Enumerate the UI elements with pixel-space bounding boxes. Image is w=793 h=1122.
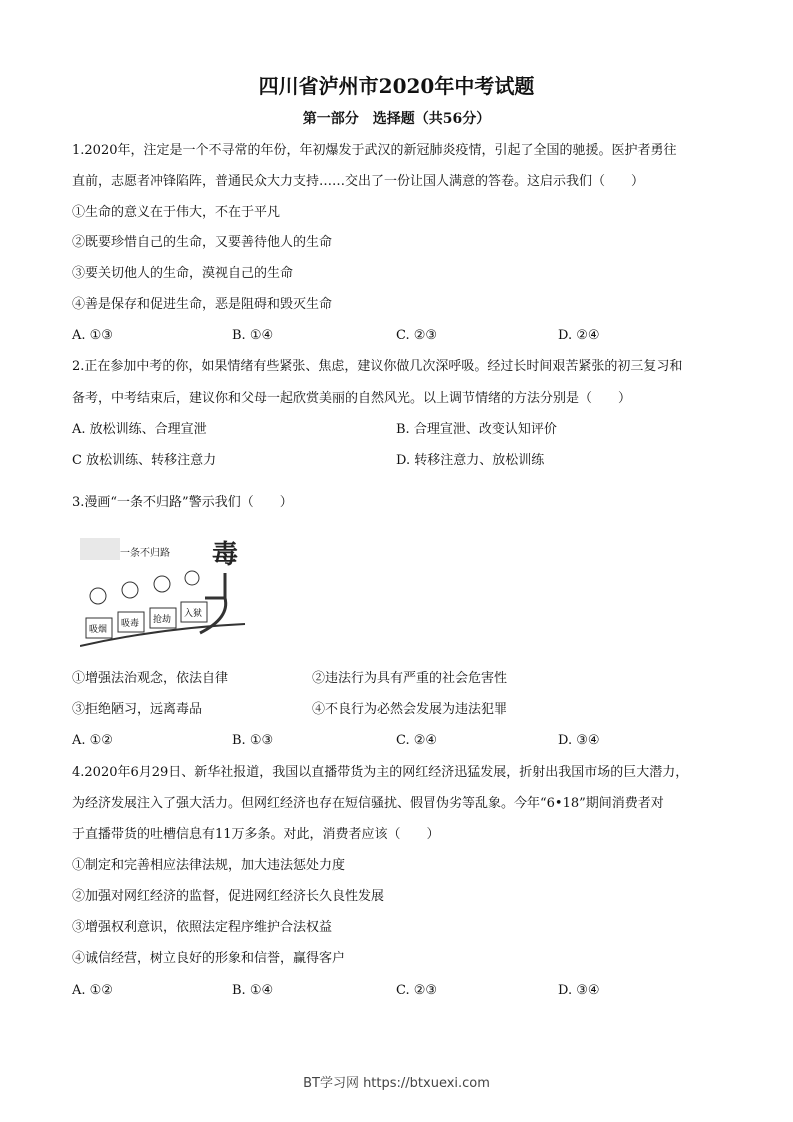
question-stem: 备考，中考结束后，建议你和父母一起欣赏美丽的自然风光。以上调节情绪的方法分别是（ ）: [72, 391, 632, 406]
choice-b: B. 合理宣泄、改变认知评价: [396, 422, 557, 437]
footer-watermark: BT学习网 https://btxuexi.com: [303, 1076, 490, 1091]
cartoon-image: [80, 528, 250, 653]
choice-d: D. ③④: [558, 983, 600, 998]
page-title: 四川省泸州市2020年中考试题: [258, 74, 535, 98]
sign-label: 吸烟: [89, 625, 108, 635]
choice-c: C 放松训练、转移注意力: [72, 453, 217, 468]
statement: ②违法行为具有严重的社会危害性: [312, 671, 508, 686]
statement: ④不良行为必然会发展为违法犯罪: [312, 702, 508, 717]
cartoon-caption: 一条不归路: [120, 548, 170, 559]
sign-label: 吸毒: [121, 619, 140, 629]
statement: ③增强权利意识，依照法定程序维护合法权益: [72, 920, 333, 935]
statement: ①生命的意义在于伟大，不在于平凡: [72, 205, 281, 220]
section-title: 第一部分 选择题（共56分）: [302, 111, 491, 127]
statement: ④善是保存和促进生命，恶是阻碍和毁灭生命: [72, 297, 333, 312]
choice-c: C. ②③: [396, 328, 438, 343]
choice-b: B. ①③: [232, 733, 274, 748]
sign-label: 入狱: [184, 609, 203, 619]
choice-a: A. ①②: [72, 983, 113, 998]
figure: [122, 582, 138, 598]
statement: ③要关切他人的生命，漠视自己的生命: [72, 266, 294, 281]
choice-d: D. ②④: [558, 328, 600, 343]
choice-b: B. ①④: [232, 328, 274, 343]
question-stem: 直前，志愿者冲锋陷阵，普通民众大力支持……交出了一份让国人满意的答卷。这启示我们（ ）: [72, 174, 645, 189]
choice-c: C. ②④: [396, 733, 438, 748]
figure: [154, 576, 170, 592]
choice-d: D. 转移注意力、放松训练: [396, 453, 545, 468]
statement: ②既要珍惜自己的生命，又要善待他人的生命: [72, 235, 333, 250]
question-stem: 2.正在参加中考的你，如果情绪有些紧张、焦虑，建议你做几次深呼吸。经过长时间艰苦紧张的初三复习和: [72, 359, 683, 374]
figure: [185, 571, 199, 585]
statement: ③拒绝陋习，远离毒品: [72, 702, 203, 717]
choice-a: A. 放松训练、合理宣泄: [72, 422, 207, 437]
choice-d: D. ③④: [558, 733, 600, 748]
statement: ①制定和完善相应法律法规，加大违法惩处力度: [72, 858, 346, 873]
poison-post: 毒: [212, 540, 239, 570]
question-stem: 于直播带货的吐槽信息有11万多条。对此，消费者应该（ ）: [72, 827, 440, 842]
question-stem: 1.2020年，注定是一个不寻常的年份，年初爆发于武汉的新冠肺炎疫情，引起了全国的驰援。医护者勇往: [72, 143, 677, 158]
sign-label: 抢劫: [153, 615, 172, 625]
question-stem: 为经济发展注入了强大活力。但网红经济也存在短信骚扰、假冒伪劣等乱象。今年“6•18”期间消费者对: [72, 796, 664, 811]
question-stem: 4.2020年6月29日、新华社报道，我国以直播带货为主的网红经济迅猛发展，折射出我国市场的巨大潜力，: [72, 765, 689, 780]
question-stem: 3.漫画“一条不归路”警示我们（ ）: [72, 495, 293, 510]
statement: ①增强法治观念，依法自律: [72, 671, 229, 686]
choice-a: A. ①③: [72, 328, 113, 343]
figure: [90, 588, 106, 604]
statement: ④诚信经营，树立良好的形象和信誉，赢得客户: [72, 951, 346, 966]
choice-c: C. ②③: [396, 983, 438, 998]
choice-b: B. ①④: [232, 983, 274, 998]
smudge: [80, 538, 120, 560]
statement: ②加强对网红经济的监督，促进网红经济长久良性发展: [72, 889, 385, 904]
choice-a: A. ①②: [72, 733, 113, 748]
